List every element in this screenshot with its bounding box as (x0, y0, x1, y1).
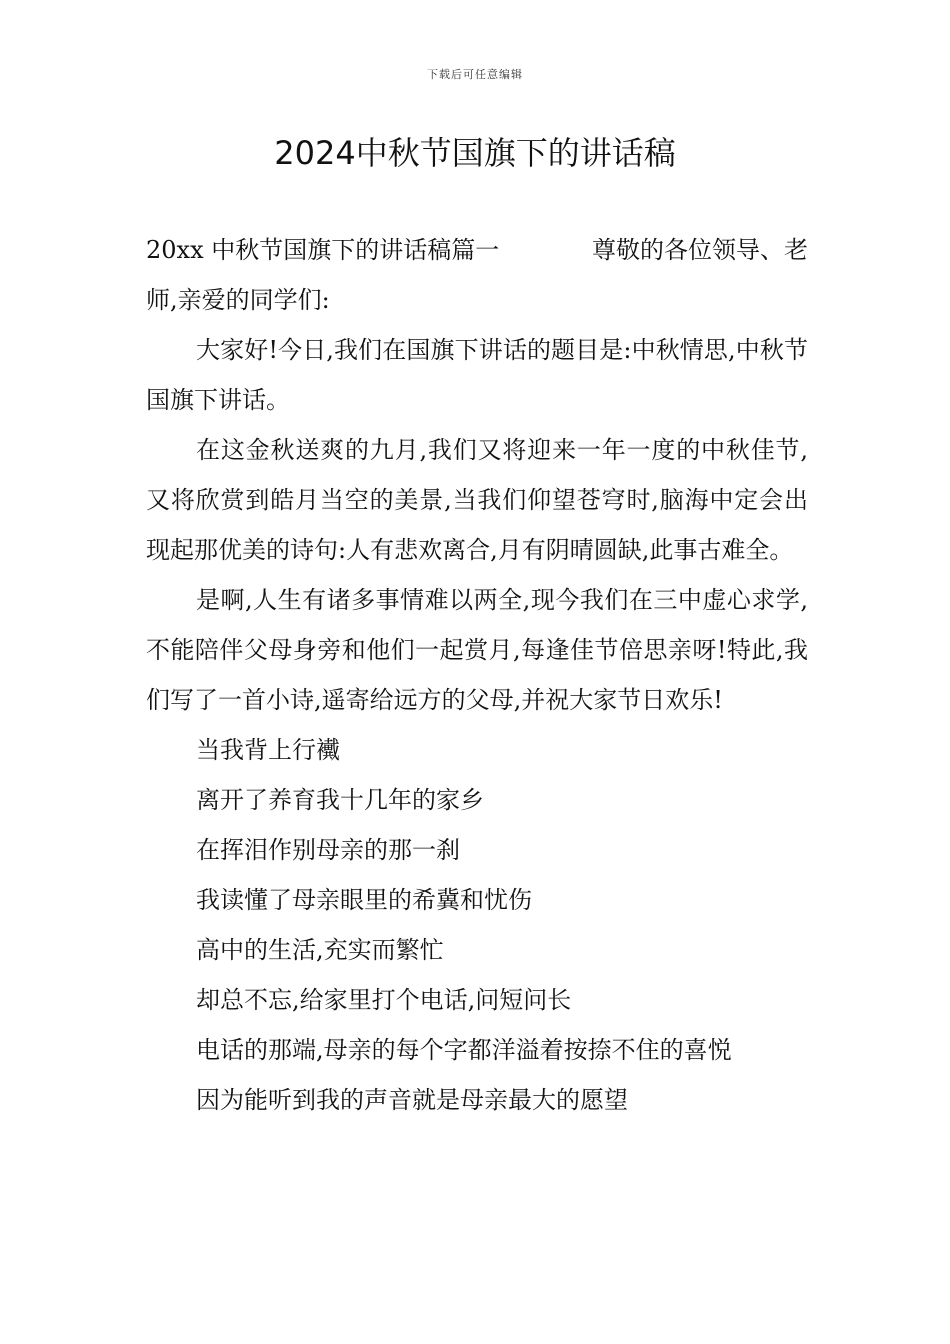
poem-line: 我读懂了母亲眼里的希冀和忧伤 (196, 886, 532, 914)
poem-line: 高中的生活,充实而繁忙 (196, 936, 444, 964)
poem-line: 离开了养育我十几年的家乡 (196, 786, 484, 814)
poem-line: 在挥泪作别母亲的那一刹 (196, 836, 460, 864)
document-title: 2024中秋节国旗下的讲话稿 (274, 134, 676, 172)
poem-line: 因为能听到我的声音就是母亲最大的愿望 (196, 1086, 628, 1114)
paragraph: 是啊,人生有诸多事情难以两全,现今我们在三中虚心求学,不能陪伴父母身旁和他们一起赏月,每逢佳节倍思亲呀!特此,我们写了一首小诗,遥寄给远方的父母,并祝大家节日欢乐! (146, 586, 808, 714)
poem-line: 却总不忘,给家里打个电话,问短问长 (196, 986, 572, 1014)
paragraph: 大家好!今日,我们在国旗下讲话的题目是:中秋情思,中秋节国旗下讲话。 (146, 336, 808, 414)
poem-line: 当我背上行襶 (196, 736, 340, 764)
paragraph: 在这金秋送爽的九月,我们又将迎来一年一度的中秋佳节,又将欣赏到皓月当空的美景,当我们仰望苍穹时,脑海中定会出现起那优美的诗句:人有悲欢离合,月有阴晴圆缺,此事古难全。 (146, 436, 808, 564)
intro-line (146, 225, 808, 275)
greeting-continuation: 师,亲爱的同学们: (146, 286, 330, 314)
section-label: 20xx 中秋节国旗下的讲话稿篇一 (146, 236, 500, 264)
poem (146, 725, 808, 1125)
download-note: 下载后可任意编辑 (427, 68, 523, 81)
poem-line: 电话的那端,母亲的每个字都洋溢着按捺不住的喜悦 (196, 1036, 732, 1064)
document-body (146, 225, 808, 1125)
greeting-start: 尊敬的各位领导、老 (592, 236, 808, 264)
